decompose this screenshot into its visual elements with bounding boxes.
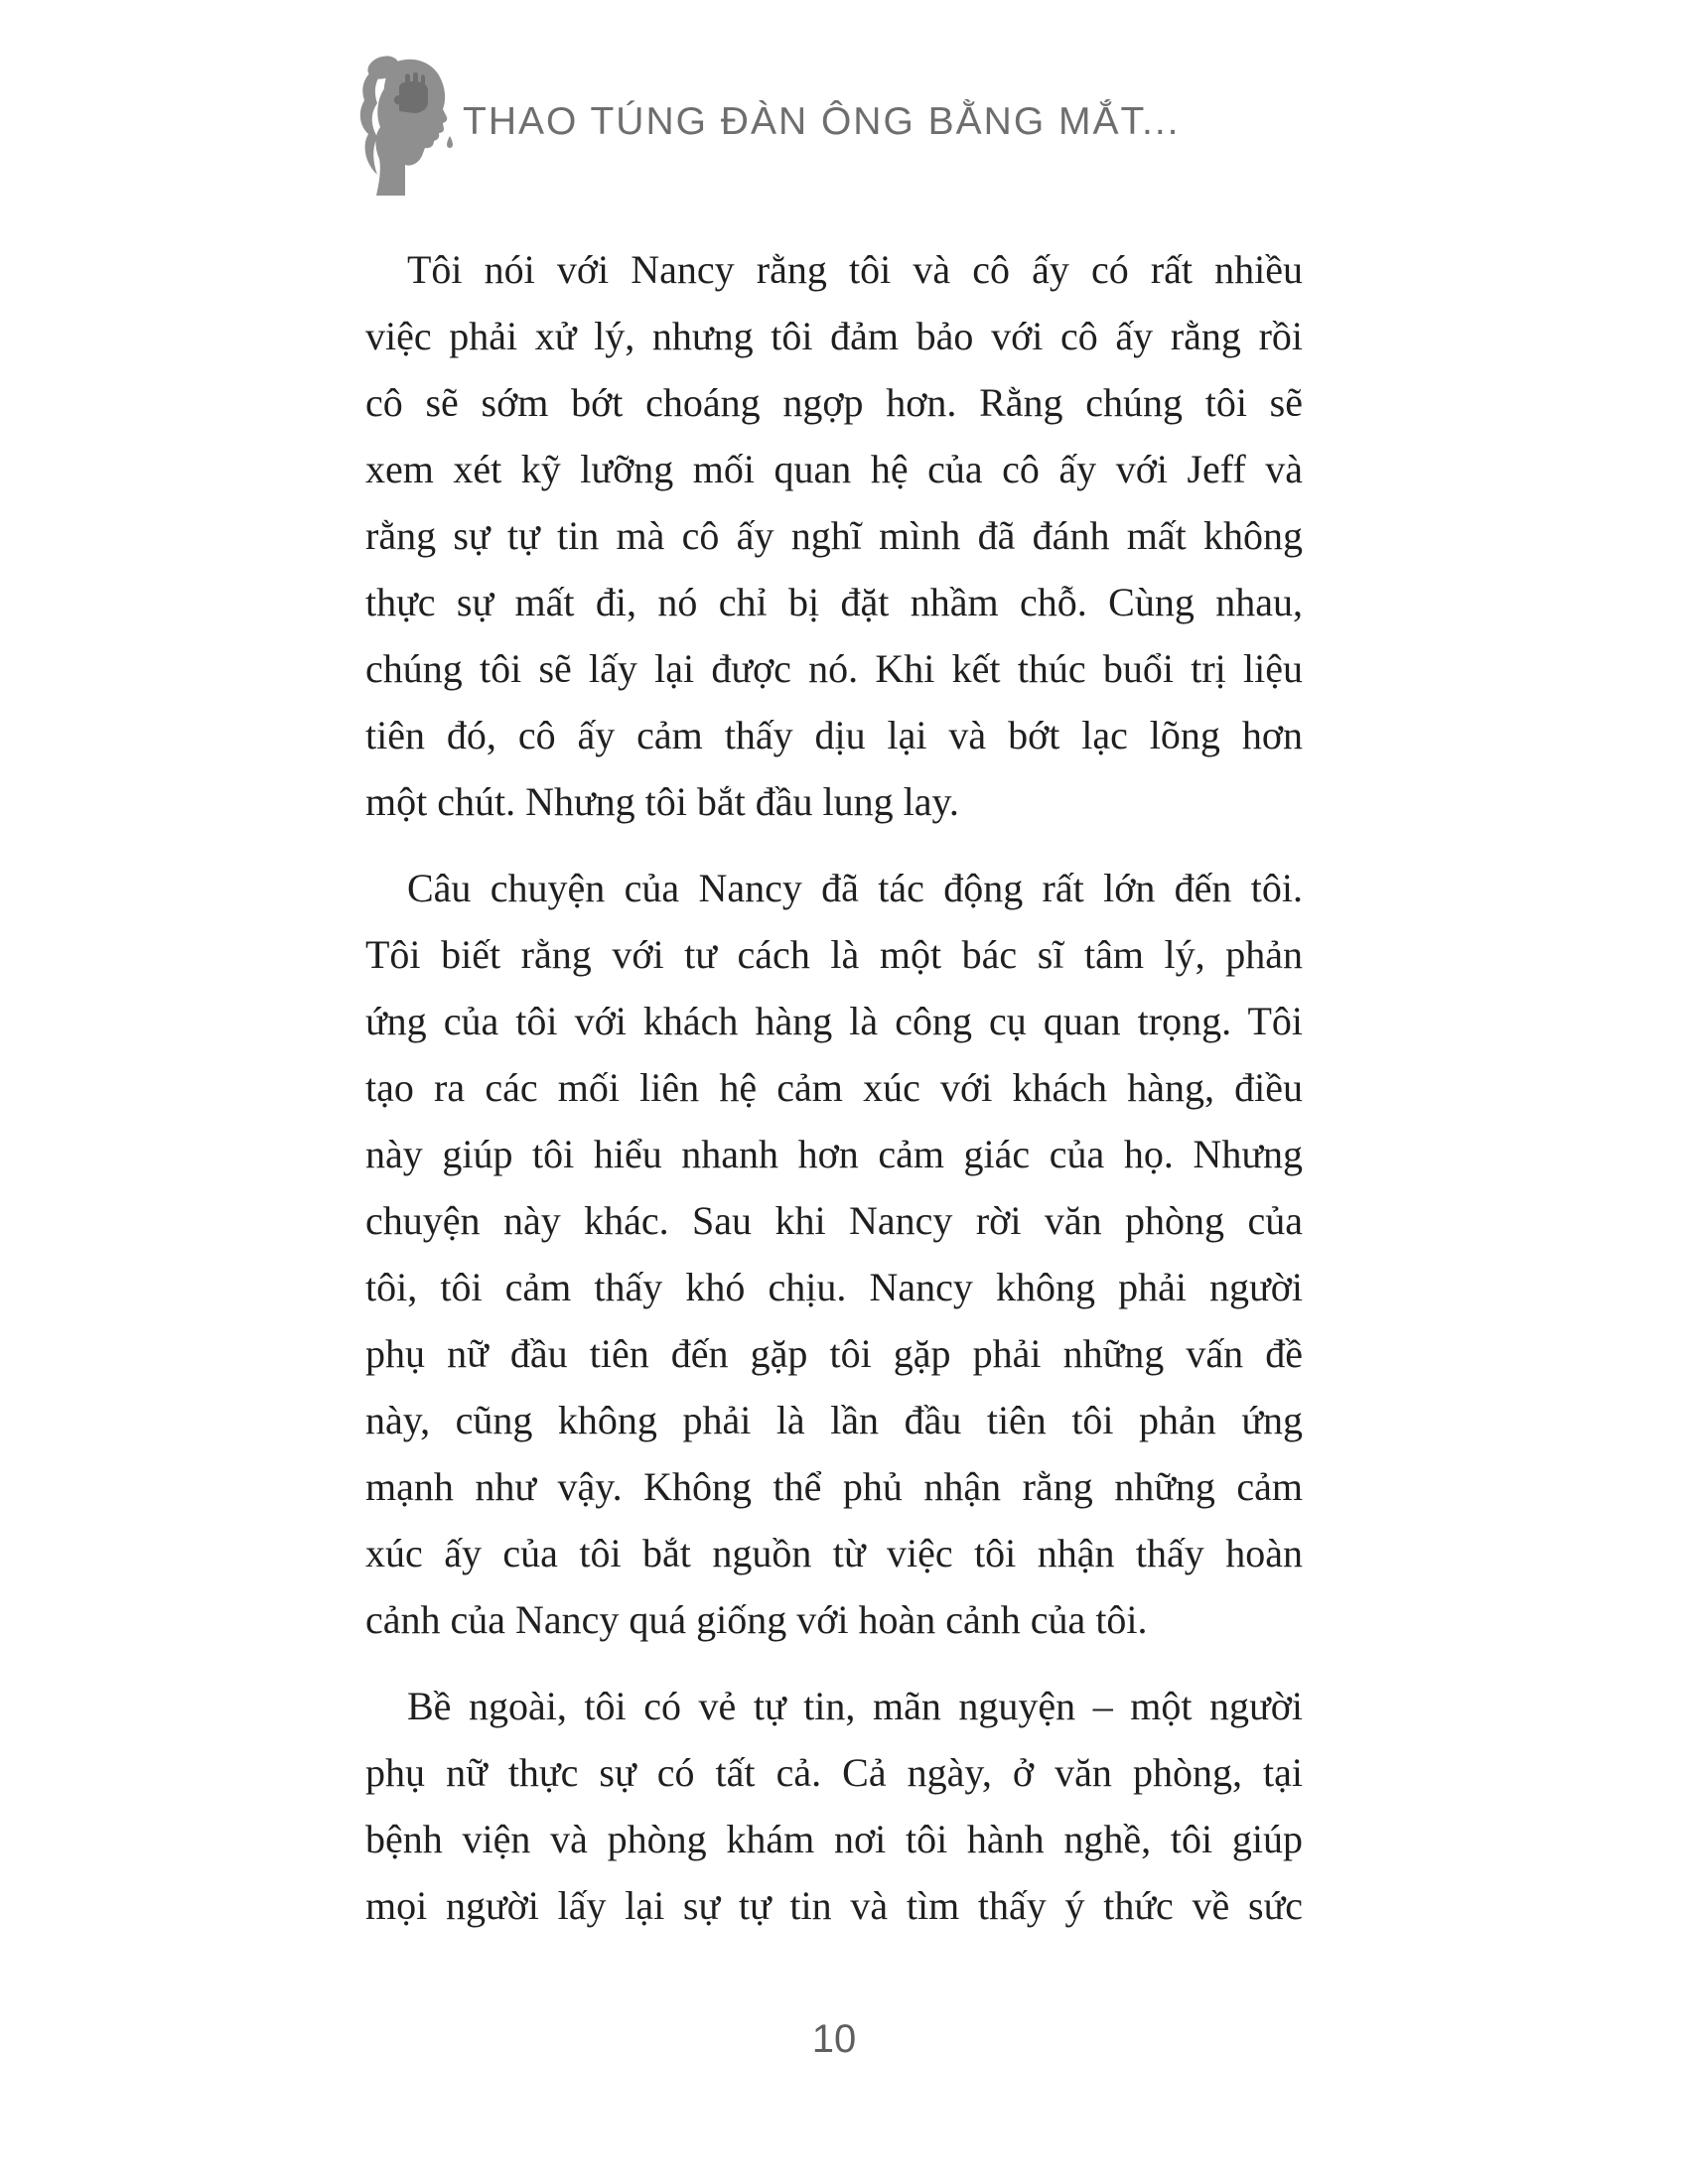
running-header-title: THAO TÚNG ĐÀN ÔNG BẰNG MẮT... — [463, 100, 1181, 143]
text-line: tạo ra các mối liên hệ cảm xúc với khách hàng, điều — [365, 1065, 1303, 1110]
paragraph — [365, 855, 1303, 1653]
text-line: cảnh của Nancy quá giống với hoàn cảnh của tôi. — [365, 1597, 1148, 1642]
woman-head-fist-icon — [351, 52, 465, 196]
text-line: này, cũng không phải là lần đầu tiên tôi phản ứng — [365, 1398, 1303, 1442]
text-line: xúc ấy của tôi bắt nguồn từ việc tôi nhận thấy hoàn — [365, 1531, 1303, 1575]
text-line: một chút. Nhưng tôi bắt đầu lung lay. — [365, 779, 959, 824]
text-line: Tôi biết rằng với tư cách là một bác sĩ tâm lý, phản — [365, 932, 1303, 977]
text-line: Tôi nói với Nancy rằng tôi và cô ấy có rất nhiều — [407, 247, 1303, 292]
body-text — [365, 236, 1303, 1939]
paragraph — [365, 1673, 1303, 1939]
text-line: xem xét kỹ lưỡng mối quan hệ của cô ấy với Jeff và — [365, 447, 1303, 491]
text-line: phụ nữ thực sự có tất cả. Cả ngày, ở văn phòng, tại — [365, 1750, 1303, 1795]
text-line: phụ nữ đầu tiên đến gặp tôi gặp phải những vấn đề — [365, 1331, 1303, 1376]
paragraph — [365, 236, 1303, 835]
text-line: này giúp tôi hiểu nhanh hơn cảm giác của họ. Nhưng — [365, 1132, 1303, 1176]
text-line: ứng của tôi với khách hàng là công cụ quan trọng. Tôi — [365, 999, 1303, 1043]
text-line: chuyện này khác. Sau khi Nancy rời văn phòng của — [365, 1198, 1303, 1243]
text-line: thực sự mất đi, nó chỉ bị đặt nhầm chỗ. Cùng nhau, — [365, 580, 1303, 624]
text-line: mạnh như vậy. Không thể phủ nhận rằng những cảm — [365, 1464, 1303, 1509]
text-line: mọi người lấy lại sự tự tin và tìm thấy ý thức về sức — [365, 1883, 1303, 1928]
text-line: rằng sự tự tin mà cô ấy nghĩ mình đã đánh mất không — [365, 513, 1303, 558]
text-line: tiên đó, cô ấy cảm thấy dịu lại và bớt lạc lõng hơn — [365, 713, 1303, 757]
page-number: 10 — [811, 2017, 857, 2061]
text-line: bệnh viện và phòng khám nơi tôi hành nghề, tôi giúp — [365, 1817, 1303, 1861]
text-line: việc phải xử lý, nhưng tôi đảm bảo với cô ấy rằng rồi — [365, 314, 1303, 358]
text-line: tôi, tôi cảm thấy khó chịu. Nancy không phải người — [365, 1265, 1303, 1309]
text-line: Câu chuyện của Nancy đã tác động rất lớn đến tôi. — [407, 866, 1303, 910]
text-line: chúng tôi sẽ lấy lại được nó. Khi kết thúc buổi trị liệu — [365, 646, 1303, 691]
text-line: cô sẽ sớm bớt choáng ngợp hơn. Rằng chúng tôi sẽ — [365, 380, 1303, 425]
text-line: Bề ngoài, tôi có vẻ tự tin, mãn nguyện – một người — [407, 1684, 1303, 1728]
